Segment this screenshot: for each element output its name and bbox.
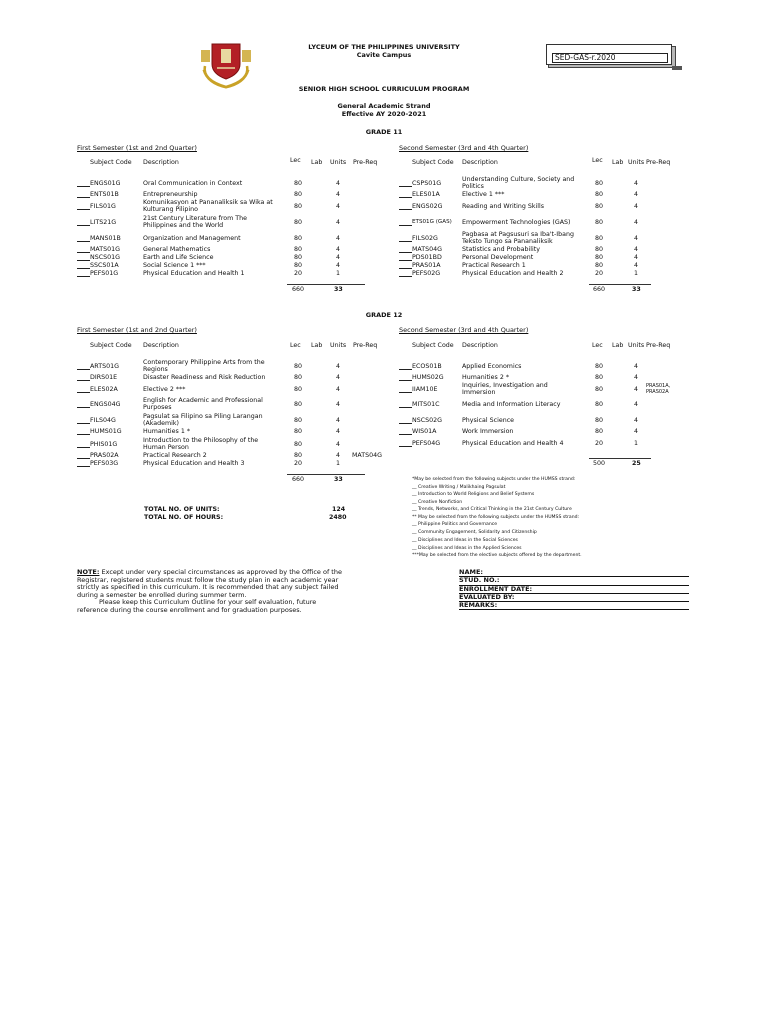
g12-second-sem-title: Second Semester (3rd and 4th Quarter): [399, 326, 529, 334]
col-header-prereq: Pre-Req: [646, 159, 671, 166]
col-header-desc: Description: [143, 342, 179, 349]
col-header-lec: Lec: [290, 342, 301, 349]
grade12-title: GRADE 12: [365, 311, 403, 319]
elective-note: ***May be selected from the elective subjects offered by the department.: [412, 553, 582, 558]
col-header-lab: Lab: [311, 159, 323, 166]
g11-second-sem-title: Second Semester (3rd and 4th Quarter): [399, 144, 529, 152]
table-row: CSPS01G Understanding Culture, Society and Politics 80 4: [399, 180, 699, 188]
g12-first-sem-title: First Semester (1st and 2nd Quarter): [77, 326, 197, 334]
table-row: ELES01A Elective 1 *** 80 4: [399, 191, 699, 199]
table-row: ETS01G (GAS) Empowerment Technologies (GAS) 80 4: [399, 219, 699, 227]
university-name: LYCEUM OF THE PHILIPPINES UNIVERSITY: [308, 43, 460, 51]
col-header-prereq: Pre-Req: [353, 159, 378, 166]
col-header-code: Subject Code: [90, 342, 132, 349]
col-header-units: Units: [330, 342, 347, 349]
col-header-desc: Description: [143, 159, 179, 166]
table-row: DIRS01E Disaster Readiness and Risk Reduction 80 4: [77, 374, 397, 382]
table-row: HUMS02G Humanities 2 * 80 4: [399, 374, 699, 382]
total-units: 25: [632, 460, 641, 467]
total-lec: 500: [593, 460, 606, 467]
elective-note: __ Introduction to World Religions and Belief Systems: [412, 492, 535, 497]
table-row: FILS01G Komunikasyon at Pananaliksik sa Wika at Kulturang Pilipino 80 4: [77, 203, 377, 211]
col-header-lab: Lab: [612, 342, 624, 349]
program-title: SENIOR HIGH SCHOOL CURRICULUM PROGRAM: [298, 85, 470, 93]
document-code-box: [546, 44, 684, 70]
table-row: NSCS01G Earth and Life Science 80 4: [77, 254, 377, 262]
evaluated-by-field[interactable]: EVALUATED BY:: [459, 594, 689, 602]
table-row: PEFS02G Physical Education and Health 2 20 1: [399, 270, 699, 278]
total-line: [589, 458, 651, 459]
col-header-lab: Lab: [311, 342, 323, 349]
total-line: [589, 284, 651, 285]
total-lec: 660: [292, 476, 305, 483]
effective-year: Effective AY 2020-2021: [341, 110, 427, 118]
col-header-prereq: Pre-Req: [353, 342, 378, 349]
note-text: Except under very special circumstances as approved by the Office of the Registrar, registered students must follow the study plan in each academic year strictly as specified in this curriculum. It is recommended that any subject failed during a semester be enrolled during summer term.: [77, 568, 342, 599]
elective-note: __ Disciplines and Ideas in the Applied Sciences: [412, 546, 522, 551]
elective-note: __ Trends, Networks, and Critical Thinking in the 21st Century Culture: [412, 507, 572, 512]
campus-name: Cavite Campus: [356, 51, 412, 59]
col-header-units: Units: [330, 159, 347, 166]
col-header-lab: Lab: [612, 159, 624, 166]
col-header-lec: Lec: [592, 342, 603, 349]
total-lec: 660: [292, 286, 305, 293]
elective-note: ** May be selected from the following subjects under the HUMSS strand:: [412, 515, 580, 520]
total-units-label: TOTAL NO. OF UNITS:: [144, 506, 220, 513]
table-row: WIS01A Work Immersion 80 4: [399, 428, 699, 436]
table-row: HUMS01G Humanities 1 * 80 4: [77, 428, 397, 436]
total-units-value: 124: [332, 506, 346, 513]
table-row: NSCS02G Physical Science 80 4: [399, 417, 699, 425]
table-row: PEFS04G Physical Education and Health 4 20 1: [399, 440, 699, 448]
total-line: [287, 474, 365, 475]
col-header-code: Subject Code: [412, 342, 454, 349]
elective-note: __ Community Engagement, Solidarity and Citizenship: [412, 530, 537, 535]
table-row: PEFS01G Physical Education and Health 1 20 1: [77, 270, 377, 278]
table-row: IIAM10E Inquiries, Investigation and Immersion 80 4 PRAS01A, PRAS02A: [399, 386, 699, 394]
table-row: MANS01B Organization and Management 80 4: [77, 235, 377, 243]
table-row: ELES02A Elective 2 *** 80 4: [77, 386, 397, 394]
col-header-desc: Description: [462, 342, 498, 349]
table-row: ARTS01G Contemporary Philippine Arts from the Regions 80 4: [77, 363, 397, 371]
table-row: LITS21G 21st Century Literature from The Philippines and the World 80 4: [77, 219, 377, 227]
elective-note: __ Creative Nonfiction: [412, 500, 463, 505]
note-text-2: Please keep this Curriculum Outline for your self evaluation, future reference during the course enrollment and for graduation purposes.: [77, 598, 317, 614]
col-header-code: Subject Code: [90, 159, 132, 166]
table-row: ECOS01B Applied Economics 80 4: [399, 363, 699, 371]
table-row: PRAS01A Practical Research 1 80 4: [399, 262, 699, 270]
table-row: MATS04G Statistics and Probability 80 4: [399, 246, 699, 254]
table-row: PRAS02A Practical Research 2 80 4 MATS04G: [77, 452, 397, 460]
note-label: NOTE:: [77, 568, 100, 576]
name-field[interactable]: NAME:: [459, 569, 689, 577]
table-row: PEFS03G Physical Education and Health 3 20 1: [77, 460, 397, 468]
table-row: FILS02G Pagbasa at Pagsusuri sa Iba't-Ibang Teksto Tungo sa Pananaliksik 80 4: [399, 235, 699, 243]
col-header-units: Units: [628, 159, 645, 166]
elective-note: *May be selected from the following subjects under the HUMSS strand:: [412, 477, 576, 482]
table-row: ENGS01G Oral Communication in Context 80 4: [77, 180, 377, 188]
elective-note: __ Philippine Politics and Governance: [412, 522, 498, 527]
col-header-lec: Lec: [592, 157, 603, 164]
table-row: ENGS04G English for Academic and Professional Purposes 80 4: [77, 401, 397, 409]
table-row: FILS04G Pagsulat sa Filipino sa Piling Larangan (Akademik) 80 4: [77, 417, 397, 425]
elective-note: __ Disciplines and Ideas in the Social Sciences: [412, 538, 518, 543]
table-row: ENTS01B Entrepreneurship 80 4: [77, 191, 377, 199]
col-header-prereq: Pre-Req: [646, 342, 671, 349]
col-header-code: Subject Code: [412, 159, 454, 166]
total-hours-label: TOTAL NO. OF HOURS:: [144, 514, 224, 521]
document-code: SED-GAS-r.2020: [552, 53, 668, 63]
strand-title: General Academic Strand: [337, 102, 431, 110]
table-row: SSCS01A Social Science 1 *** 80 4: [77, 262, 377, 270]
g11-first-sem-title: First Semester (1st and 2nd Quarter): [77, 144, 197, 152]
table-row: PHIS01G Introduction to the Philosophy of the Human Person 80 4: [77, 441, 397, 449]
total-units: 33: [334, 476, 343, 483]
total-lec: 660: [593, 286, 606, 293]
table-row: PDS01BD Personal Development 80 4: [399, 254, 699, 262]
total-hours-value: 2480: [329, 514, 347, 521]
student-info: [459, 569, 689, 610]
col-header-lec: Lec: [290, 157, 301, 164]
elective-note: __ Creative Writing / Malikhaing Pagsulat: [412, 485, 506, 490]
registrar-note: [77, 569, 342, 615]
student-number-field[interactable]: STUD. NO.:: [459, 577, 689, 585]
table-row: ENGS02G Reading and Writing Skills 80 4: [399, 203, 699, 211]
total-units: 33: [334, 286, 343, 293]
col-header-desc: Description: [462, 159, 498, 166]
remarks-field[interactable]: REMARKS:: [459, 602, 689, 610]
grade11-title: GRADE 11: [365, 128, 403, 136]
col-header-units: Units: [628, 342, 645, 349]
enrollment-date-field[interactable]: ENROLLMENT DATE:: [459, 586, 689, 594]
total-line: [287, 284, 365, 285]
table-row: MATS01G General Mathematics 80 4: [77, 246, 377, 254]
total-units: 33: [632, 286, 641, 293]
table-row: MITS01C Media and Information Literacy 80 4: [399, 401, 699, 409]
